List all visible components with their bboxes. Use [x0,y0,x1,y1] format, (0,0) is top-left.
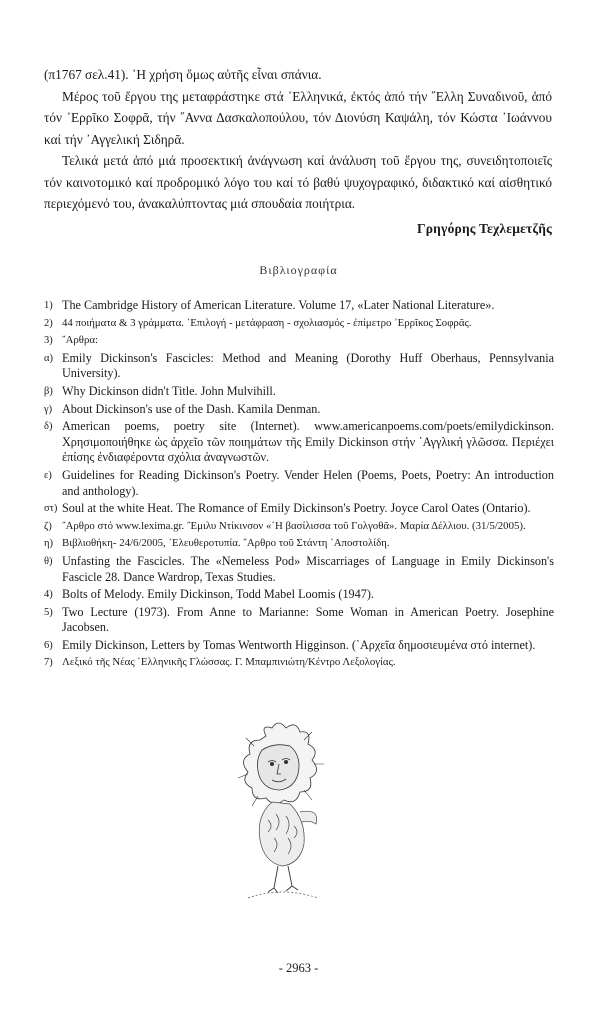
bibliography-entry-marker: η) [44,538,53,550]
page-number: - 2963 - [278,961,319,975]
paragraph-2: Μέρος τοῦ ἔργου της μεταφράστηκε στά ῾Ελληνικά, ἐκτός ἀπό τήν ῎Ελλη Συναδινοῦ, ἀπό τόν ᾽Ερρῖκο Σοφρᾶ, τήν ῎Αννα Δασκαλοπούλου, τόν Διονύση Καψάλη, τόν Κώστα ᾽Ιωάννου καί τήν ᾽Αγγελική Σιδηρᾶ. [44,88,552,147]
bibliography-entry-text: Λεξικό τῆς Νέας ῾Ελληνικῆς Γλώσσας. Γ. Μπαμπινιώτη/Κέντρο Λεξολογίας. [62,656,396,669]
bibliography-entry [44,419,554,466]
bibliography-entry [44,298,554,314]
bibliography-entry-marker: 6) [44,639,53,651]
bibliography-entry-marker: γ) [44,403,53,415]
bibliography-entry-marker: 3) [44,335,53,347]
bibliography-entry-text: Two Lecture (1973). From Anne to Marianne: Some Woman in American Poetry. Josephine Jacobsen. [62,604,554,635]
bibliography-entry-marker: στ) [44,503,58,515]
bibliography-entry-text: Emily Dickinson's Fascicles: Method and Meaning (Dorothy Huff Oberhaus, Pennsylvania University). [62,350,554,381]
bibliography-entry-marker: θ) [44,555,53,567]
bibliography-entry [44,402,554,418]
bibliography-entry [44,384,554,400]
bibliography-entry-text: About Dickinson's use of the Dash. Kamila Denman. [62,401,321,416]
bibliography-entry-text: 44 ποιήματα & 3 γράμματα. ᾽Επιλογή - μετάφραση - σχολιασμός - ἐπίμετρο ᾽Ερρῖκος Σοφρᾶς. [62,316,472,329]
illustration-sun-bird-drawing [194,716,364,916]
bibliography-entry [44,587,554,603]
bibliography-entry-text: Emily Dickinson, Letters by Tomas Wentworth Higginson. (᾽Αρχεῖα δημοσιευμένα στό internet). [62,637,536,652]
bibliography-entry [44,351,554,382]
bibliography-entry-marker: 4) [44,589,53,601]
bibliography-entry-marker: 7) [44,657,53,669]
bibliography-entry-text: American poems, poetry site (Internet). www.americanpoems.com/poets/emilydickinson. Χρησιμοποιήθηκε ὡς ἀρχεῖο τῶν ποιημάτων τῆς Emily Dickinson στήν ᾽Αγγλική γλῶσσα. Περιέχει ἐπίσης ἐνδιαφέροντα σχόλια ἀναγνωστῶν. [62,419,554,465]
bibliography-entry [44,333,554,349]
bibliography-entry [44,468,554,499]
bibliography-entry [44,519,554,535]
bibliography-entry-text: ῎Αρθρο στό www.lexima.gr. ῎Εμιλυ Ντίκινσον «῾Η βασίλισσα τοῦ Γολγοθᾶ». Μαρία Δέλλιου. (31/5/2005). [62,519,526,532]
bibliography-title: Βιβλιογραφία [259,263,338,277]
bibliography-entry-marker: ε) [44,469,52,481]
bibliography-entry [44,316,554,332]
bibliography-entry-text: Why Dickinson didn't Title. John Mulvihill. [62,383,276,398]
bibliography-list [44,298,554,673]
bibliography-entry [44,605,554,636]
author-signature: Γρηγόρης Τεχλεμετζῆς [416,221,552,236]
bibliography-entry-marker: 1) [44,300,53,311]
bibliography-entry-text: Soul at the white Heat. The Romance of Emily Dickinson's Poetry. Joyce Carol Oates (Ontario). [62,501,531,516]
bibliography-entry [44,638,554,654]
bibliography-entry-marker: δ) [44,421,53,433]
bibliography-entry-marker: α) [44,352,53,364]
bibliography-entry [44,536,554,552]
article-body [44,64,552,215]
bibliography-entry-text: Unfasting the Fascicles. The «Nemeless Pod» Miscarriages of Language in Emily Dickinson's Fascicle 28. Dance Wardrop, Texas Studies. [62,553,554,584]
paragraph-3: Τελικά μετά ἀπό μιά προσεκτική ἀνάγνωση καί ἀνάλυση τοῦ ἔργου της, συνειδητοποιεῖς τόν καινοτομικό καί προδρομικό λόγο του καί τό βαθύ ψυχογραφικό, διδακτικό καί αἰσθητικό περιεχόμενό του, ἀνακαλύπτοντας μιά σπουδαία ποιήτρια. [44,153,552,211]
bibliography-entry [44,554,554,585]
bibliography-entry-text: Βιβλιοθήκη- 24/6/2005, ᾽Ελευθεροτυπία. ῎Αρθρο τοῦ Στάντη ᾽Αποστολίδη. [62,537,390,550]
bibliography-entry-marker: 5) [44,606,53,618]
bibliography-entry [44,655,554,671]
bibliography-entry-text: Guidelines for Reading Dickinson's Poetry. Vender Helen (Poems, Poets, Poetry: An introduction and anthology). [62,467,554,498]
bibliography-entry-marker: 2) [44,317,53,329]
bibliography-entry-marker: ζ) [44,520,52,532]
bibliography-entry-text: The Cambridge History of American Literature. Volume 17, «Later National Literature». [62,298,495,312]
bibliography-entry-text: Bolts of Melody. Emily Dickinson, Todd Mabel Loomis (1947). [62,587,374,602]
bibliography-entry-text: ῎Αρθρα: [62,334,98,347]
bibliography-entry [44,501,554,517]
bibliography-entry-marker: β) [44,385,53,397]
paragraph-1: (π1767 σελ.41). ῾Η χρήση ὅμως αὐτῆς εἶναι σπάνια. [44,67,322,82]
